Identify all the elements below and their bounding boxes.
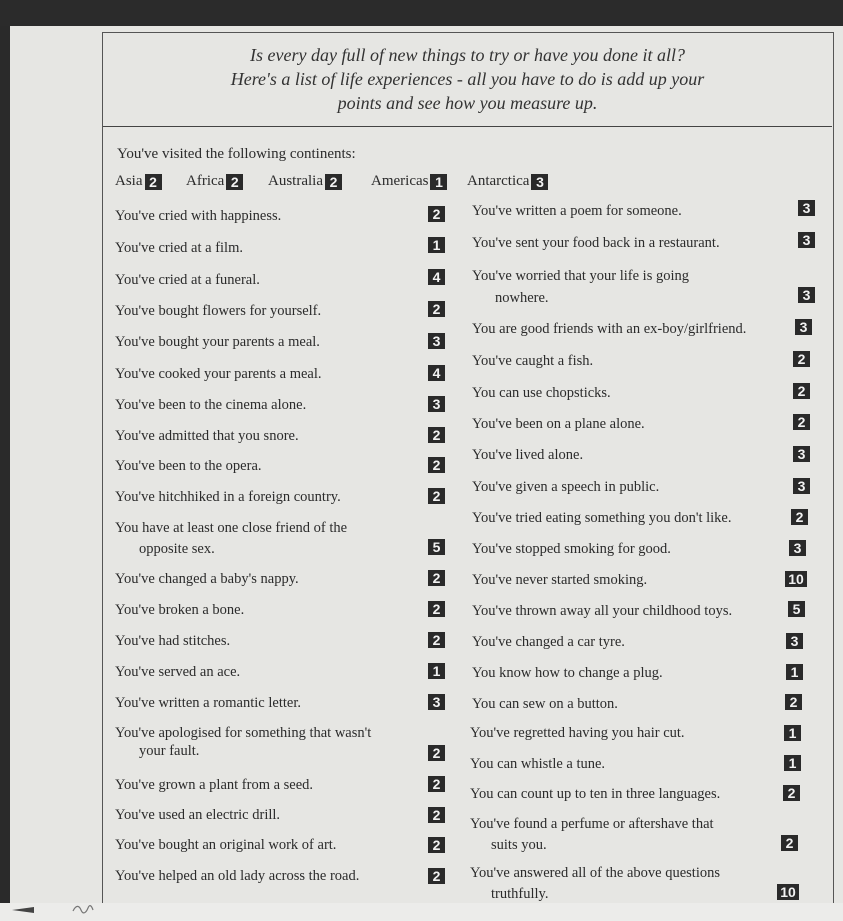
intro-box bbox=[103, 33, 832, 127]
left-item-text: You've admitted that you snore. bbox=[115, 428, 299, 444]
continent-africa bbox=[186, 172, 243, 190]
left-item-text: You've cooked your parents a meal. bbox=[115, 366, 322, 382]
continent-americas bbox=[371, 172, 447, 190]
points-badge: 2 bbox=[428, 301, 445, 317]
right-item-text: You've never started smoking. bbox=[472, 572, 648, 588]
points-badge: 1 bbox=[430, 174, 447, 190]
right-item-text-cont: suits you. bbox=[491, 837, 547, 853]
right-item-text: You can sew on a button. bbox=[472, 696, 618, 712]
right-item-text: You've worried that your life is going bbox=[472, 268, 690, 284]
left-item-text: You've hitchhiked in a foreign country. bbox=[115, 489, 341, 505]
points-badge: 4 bbox=[428, 269, 445, 285]
points-badge: 3 bbox=[793, 446, 810, 462]
right-item-text: You are good friends with an ex-boy/girlfriend. bbox=[472, 321, 747, 337]
points-badge: 2 bbox=[783, 785, 800, 801]
points-badge: 3 bbox=[789, 540, 806, 556]
continent-antarctica bbox=[467, 172, 548, 190]
points-badge: 2 bbox=[226, 174, 243, 190]
right-item-text: You've caught a fish. bbox=[472, 353, 594, 369]
squiggle-mark-icon bbox=[72, 904, 94, 914]
continent-label: Australia bbox=[268, 173, 323, 189]
left-item-text: You've used an electric drill. bbox=[115, 807, 281, 823]
left-item-text: You've bought your parents a meal. bbox=[115, 334, 320, 350]
intro-line-2: Here's a list of life experiences - all you have to do is add up your bbox=[230, 69, 705, 89]
right-item-text: You can whistle a tune. bbox=[470, 756, 606, 772]
points-badge: 3 bbox=[428, 396, 445, 412]
points-badge: 2 bbox=[793, 351, 810, 367]
points-badge: 5 bbox=[428, 539, 445, 555]
points-badge: 2 bbox=[428, 776, 445, 792]
left-item-text: You've had stitches. bbox=[115, 633, 231, 649]
left-item-text: You've helped an old lady across the road. bbox=[115, 868, 360, 884]
right-item-text: You've sent your food back in a restaurant. bbox=[472, 235, 720, 251]
continent-asia bbox=[115, 172, 162, 190]
left-item-text: You have at least one close friend of the bbox=[115, 520, 348, 536]
left-item-text: You've changed a baby's nappy. bbox=[115, 571, 299, 587]
left-item-text: You've cried at a funeral. bbox=[115, 272, 260, 288]
points-badge: 3 bbox=[798, 287, 815, 303]
left-item-text: You've cried at a film. bbox=[115, 240, 243, 256]
intro-line-1: Is every day full of new things to try or have you done it all? bbox=[250, 45, 685, 65]
points-badge: 2 bbox=[428, 601, 445, 617]
points-badge: 2 bbox=[325, 174, 342, 190]
left-item-text: You've been to the cinema alone. bbox=[115, 397, 307, 413]
continent-label: Antarctica bbox=[467, 173, 530, 189]
points-badge: 2 bbox=[793, 414, 810, 430]
right-item-text: You've tried eating something you don't like. bbox=[472, 510, 732, 526]
points-badge: 1 bbox=[428, 237, 445, 253]
points-badge: 3 bbox=[786, 633, 803, 649]
right-item-text: You've found a perfume or aftershave that bbox=[470, 816, 714, 832]
points-badge: 3 bbox=[531, 174, 548, 190]
left-item-text: You've served an ace. bbox=[115, 664, 241, 680]
points-badge: 3 bbox=[798, 200, 815, 216]
right-item-text: You've lived alone. bbox=[472, 447, 584, 463]
points-badge: 2 bbox=[785, 694, 802, 710]
right-item-text-cont: nowhere. bbox=[495, 290, 549, 306]
right-item-text: You've given a speech in public. bbox=[472, 479, 660, 495]
continent-label: Americas bbox=[371, 173, 429, 189]
left-item-text-cont: opposite sex. bbox=[139, 541, 215, 557]
points-badge: 1 bbox=[784, 725, 801, 741]
left-item-text: You've written a romantic letter. bbox=[115, 695, 301, 711]
right-item-text: You've regretted having you hair cut. bbox=[470, 725, 685, 741]
points-badge: 2 bbox=[428, 206, 445, 222]
pen-mark-icon bbox=[12, 905, 40, 915]
continents-header: You've visited the following continents: bbox=[117, 146, 356, 162]
right-item-text-cont: truthfully. bbox=[491, 886, 549, 902]
right-item-text: You can count up to ten in three languages. bbox=[470, 786, 721, 802]
points-badge: 3 bbox=[795, 319, 812, 335]
points-badge: 2 bbox=[428, 837, 445, 853]
points-badge: 2 bbox=[145, 174, 162, 190]
left-item-text: You've grown a plant from a seed. bbox=[115, 777, 314, 793]
right-item-text: You've stopped smoking for good. bbox=[472, 541, 671, 557]
points-badge: 2 bbox=[428, 868, 445, 884]
points-badge: 10 bbox=[785, 571, 807, 587]
points-badge: 10 bbox=[777, 884, 799, 900]
continent-label: Asia bbox=[115, 173, 143, 189]
right-item-text: You've written a poem for someone. bbox=[472, 203, 682, 219]
right-item-text: You've been on a plane alone. bbox=[472, 416, 645, 432]
continent-label: Africa bbox=[186, 173, 225, 189]
points-badge: 1 bbox=[428, 663, 445, 679]
right-item-text: You know how to change a plug. bbox=[472, 665, 663, 681]
points-badge: 3 bbox=[798, 232, 815, 248]
points-badge: 2 bbox=[428, 632, 445, 648]
points-badge: 2 bbox=[793, 383, 810, 399]
left-item-text: You've bought flowers for yourself. bbox=[115, 303, 322, 319]
continent-australia bbox=[268, 172, 342, 190]
left-item-text: You've been to the opera. bbox=[115, 458, 262, 474]
points-badge: 2 bbox=[428, 807, 445, 823]
points-badge: 2 bbox=[428, 427, 445, 443]
points-badge: 5 bbox=[788, 601, 805, 617]
points-badge: 1 bbox=[784, 755, 801, 771]
top-bar bbox=[0, 0, 843, 26]
points-badge: 2 bbox=[791, 509, 808, 525]
intro-line-3: points and see how you measure up. bbox=[337, 93, 598, 113]
points-badge: 3 bbox=[793, 478, 810, 494]
points-badge: 4 bbox=[428, 365, 445, 381]
right-item-text: You've thrown away all your childhood toys. bbox=[472, 603, 733, 619]
left-item-text: You've bought an original work of art. bbox=[115, 837, 337, 853]
right-item-text: You've changed a car tyre. bbox=[472, 634, 625, 650]
points-badge: 2 bbox=[428, 570, 445, 586]
left-item-text: You've cried with happiness. bbox=[115, 208, 282, 224]
right-item-text: You can use chopsticks. bbox=[472, 385, 611, 401]
points-badge: 2 bbox=[781, 835, 798, 851]
points-badge: 2 bbox=[428, 745, 445, 761]
points-badge: 2 bbox=[428, 488, 445, 504]
left-item-text: You've apologised for something that wasn't bbox=[115, 725, 372, 741]
points-badge: 2 bbox=[428, 457, 445, 473]
left-item-text-cont: your fault. bbox=[139, 743, 200, 759]
page-bottom-edge bbox=[0, 903, 843, 921]
right-item-text: You've answered all of the above questions bbox=[470, 865, 721, 881]
points-badge: 3 bbox=[428, 333, 445, 349]
points-badge: 1 bbox=[786, 664, 803, 680]
points-badge: 3 bbox=[428, 694, 445, 710]
left-item-text: You've broken a bone. bbox=[115, 602, 245, 618]
